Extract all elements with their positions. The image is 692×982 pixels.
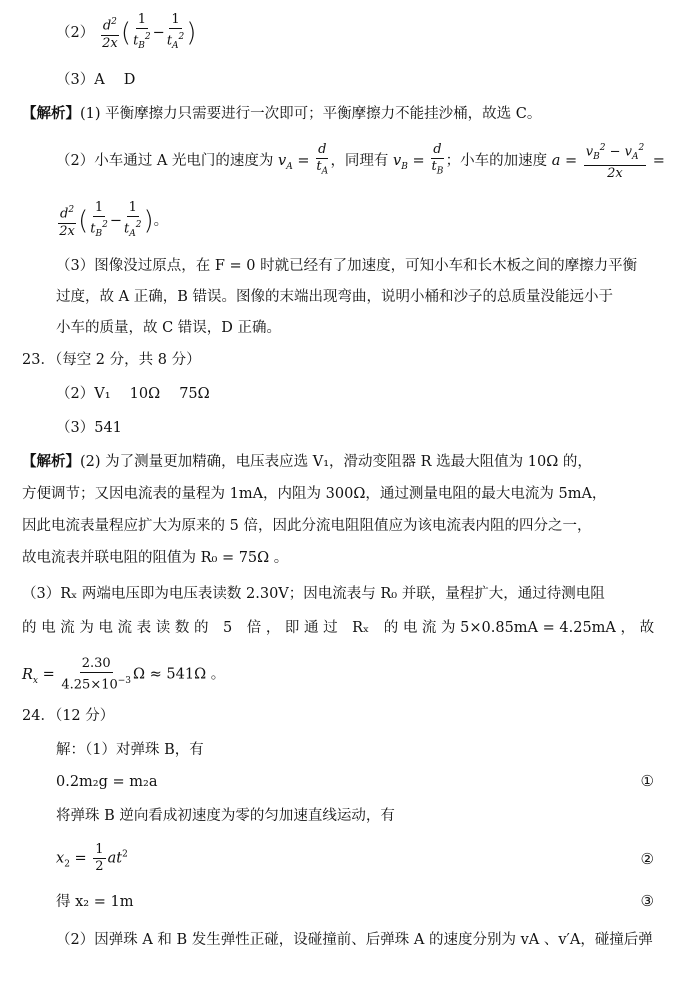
answer-line-3: （3）A D	[56, 72, 136, 88]
analysis-3b: 过度，故 A 正确，B 错误。图像的末端出现弯曲，说明小桶和沙子的总质量没能远小于	[56, 289, 613, 305]
q23-head: 23．（每空 2 分，共 8 分）	[22, 352, 201, 368]
analysis-3c: 小车的质量，故 C 错误，D 正确。	[56, 320, 282, 336]
analysis-2: （2）小车通过 A 光电门的速度为 $v_A$ = $\frac{d}{t_A}$ ，同理有 $v_B$ = $\frac{d}{t_B}$ ；小车的加速度 a = $\frac{v_B^2 - v_A^2}{2x}$ =	[56, 140, 662, 182]
q23-ans3: （3）541	[56, 420, 122, 436]
t: ，同理有	[330, 152, 389, 169]
label: （2）	[56, 24, 95, 41]
q24-part2: （2）因弹珠 A 和 B 发生弹性正碰，设碰撞前、后弹珠 A 的速度分别为 vA 、v′A，碰撞后弹	[56, 932, 653, 948]
q24-text: 将弹珠 B 逆向看成初速度为零的匀加速直线运动，有	[56, 808, 395, 824]
t: （2）小车通过 A 光电门的速度为	[56, 152, 274, 169]
q23-analysis-3: 因此电流表量程应扩大为原来的 5 倍，因此分流电阻阻值应为该电流表内阻的四分之一，	[22, 518, 592, 534]
analysis-3a: （3）图像没过原点，在 F = 0 时就已经有了加速度，可知小车和长木板之间的摩擦力平衡	[56, 258, 638, 274]
q24-sol: 解：（1）对弹珠 B，有	[56, 742, 204, 758]
tag: 【解析】	[22, 453, 80, 470]
t: ；小车的加速度	[445, 152, 548, 169]
q23-analysis-4: 故电流表并联电阻的阻值为 R₀ = 75Ω 。	[22, 550, 289, 566]
eq-3: 得 x₂ = 1m	[56, 894, 134, 910]
q23-analysis-1	[22, 452, 662, 472]
q23-ans2: （2）V₁ 10Ω 75Ω	[56, 386, 210, 402]
eq-number-2: ②	[640, 850, 654, 868]
text: (2) 为了测量更加精确，电压表应选 V₁，滑动变阻器 R 选最大阻值为 10Ω 的，	[80, 454, 592, 470]
q23-analysis-5: （3）Rₓ 两端电压即为电压表读数 2.30V；因电流表与 R₀ 并联，量程扩大，通过待测电阻	[22, 586, 605, 602]
q23-analysis-6: 的 电 流 为 电 流 表 读 数 的 5 倍 ， 即 通 过 Rₓ 的 电 流 为 5×0.85mA = 4.25mA ， 故	[22, 620, 655, 636]
eq-number-1: ①	[640, 772, 654, 790]
eq-number-3: ③	[640, 892, 654, 910]
t: Ω ≈ 541Ω 。	[133, 666, 226, 683]
t: 。	[153, 212, 169, 229]
q23-analysis-2: 方便调节；又因电流表的量程为 1mA，内阻为 300Ω，通过测量电阻的最大电流为 5mA，	[22, 486, 607, 502]
fraction: $\frac{d^2}{2x}$	[101, 14, 119, 51]
eq-2: $x_2$ = $\frac{1}{2}$ $at^2$	[56, 842, 128, 874]
analysis-1	[22, 104, 662, 124]
eq-1: 0.2m₂g = m₂a	[56, 774, 158, 790]
analysis-2b: $\frac{d^2}{2x}$ ( $\frac{1}{t_B^2}$ − $\frac{1}{t_A^2}$ )。	[59, 200, 169, 239]
answer-line-2: （2） $\frac{d^2}{2x}$ ( $\frac{1}{t_B^2}$ − $\frac{1}{t_A^2}$ )	[56, 12, 197, 51]
text: (1) 平衡摩擦力只需要进行一次即可；平衡摩擦力不能挂沙桶，故选 C。	[80, 106, 542, 122]
tag: 【解析】	[22, 105, 80, 122]
q23-analysis-7: $R_x$ = $\frac{2.30}{4.25\times 10^{-3}}$ Ω ≈ 541Ω 。	[22, 656, 226, 693]
q24-head: 24．（12 分）	[22, 708, 115, 724]
